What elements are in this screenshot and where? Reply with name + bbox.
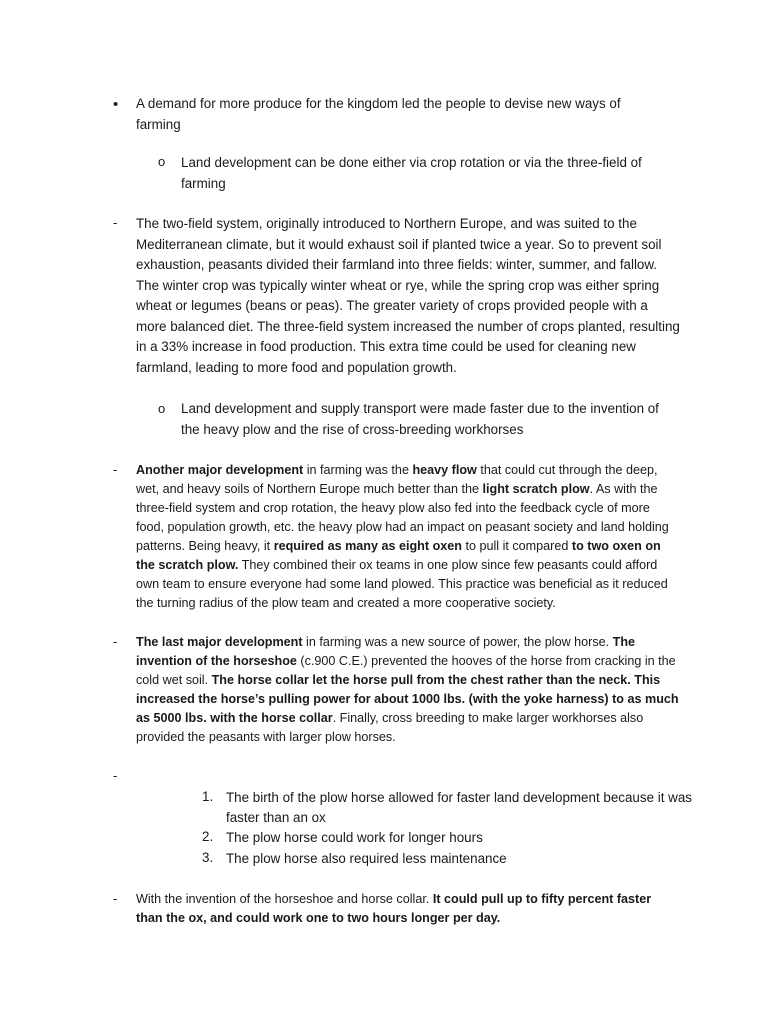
list-number: 3. — [202, 850, 214, 865]
sub-bullet-heavy-plow: Land development and supply transport were made faster due to the invention of the heavy plow and the rise of cross-breeding workhorses — [181, 401, 659, 437]
dash-marker: - — [113, 634, 118, 649]
dash-marker: - — [113, 891, 118, 906]
list-number: 2. — [202, 829, 214, 844]
bold-phrase: Another major development — [136, 463, 304, 477]
paragraph-heavy-plow — [136, 461, 681, 613]
text-run: . As with the three-field system and crop rotation, the heavy plow also fed into the feedback cycle of more food, population growth, etc. the heavy plow had an impact on peasant society and land holding patterns. Being heavy, it — [136, 482, 669, 553]
bold-phrase: The last major development — [136, 635, 303, 649]
text-run: With the invention of the horseshoe and horse collar. — [136, 892, 433, 906]
dash-marker: - — [113, 215, 118, 230]
list-number: 1. — [202, 789, 214, 804]
bullet-marker: • — [113, 96, 119, 113]
sub-bullet-marker: o — [158, 154, 166, 169]
list-item: The birth of the plow horse allowed for faster land development because it was faster than an ox — [226, 790, 692, 825]
bold-phrase: heavy flow — [412, 463, 477, 477]
dash-marker: - — [113, 768, 118, 783]
dash-marker: - — [113, 462, 118, 477]
paragraph-horseshoe-collar — [136, 890, 681, 928]
paragraph-plow-horse — [136, 633, 681, 747]
text-run: in farming was the — [303, 463, 413, 477]
bold-phrase: The horse collar let the horse pull from the chest rather than the neck. This increased the horse’s pulling power for about 1000 lbs. (with the yoke harness) to as much as 5000 lbs. with the horse collar — [136, 673, 679, 725]
list-item: The plow horse also required less maintenance — [226, 851, 507, 866]
text-run: (c.900 C.E.) prevented the hooves of the horse from cracking in the cold wet soil. — [136, 654, 676, 687]
paragraph-two-field-system: The two-field system, originally introduced to Northern Europe, and was suited to the Mediterranean climate, but it would exhaust soil if planted twice a year. So to prevent soil exhaustion, peasants divided their farmland into three fields: winter, summer, and fallow. The winter crop was typically winter wheat or rye, while the spring crop was either spring wheat or legumes (beans or peas). The greater variety of crops provided people with a more balanced diet. The three-field system increased the number of crops planted, resulting in a 33% increase in food production. This extra time could be used for cleaning new farmland, leading to more food and population growth. — [136, 216, 680, 375]
bold-phrase: required as many as eight oxen — [273, 539, 462, 553]
sub-bullet-marker: o — [158, 401, 166, 416]
sub-bullet-land-development: Land development can be done either via crop rotation or via the three-field of farming — [181, 155, 642, 191]
text-run: . Finally, cross breeding to make larger workhorses also provided the peasants with larger plow horses. — [136, 711, 644, 744]
text-run: in farming was a new source of power, the plow horse. — [302, 635, 613, 649]
bold-phrase: It could pull up to fifty percent faster than the ox, and could work one to two hours longer per day. — [136, 892, 652, 925]
bold-phrase: The invention of the horseshoe — [136, 635, 636, 668]
bold-phrase: light scratch plow — [482, 482, 590, 496]
text-run: that could cut through the deep, wet, and heavy soils of Northern Europe much better than the — [136, 463, 658, 496]
bold-phrase: to two oxen on the scratch plow. — [136, 539, 661, 572]
list-item: The plow horse could work for longer hours — [226, 830, 483, 845]
text-run: They combined their ox teams in one plow since few peasants could afford own team to ensure everyone had some land plowed. This practice was beneficial as it reduced the turning radius of the plow team and created a more cooperative society. — [136, 558, 668, 610]
text-run: to pull it compared — [461, 539, 572, 553]
bullet-paragraph-demand: A demand for more produce for the kingdom led the people to devise new ways of farming — [136, 96, 621, 132]
